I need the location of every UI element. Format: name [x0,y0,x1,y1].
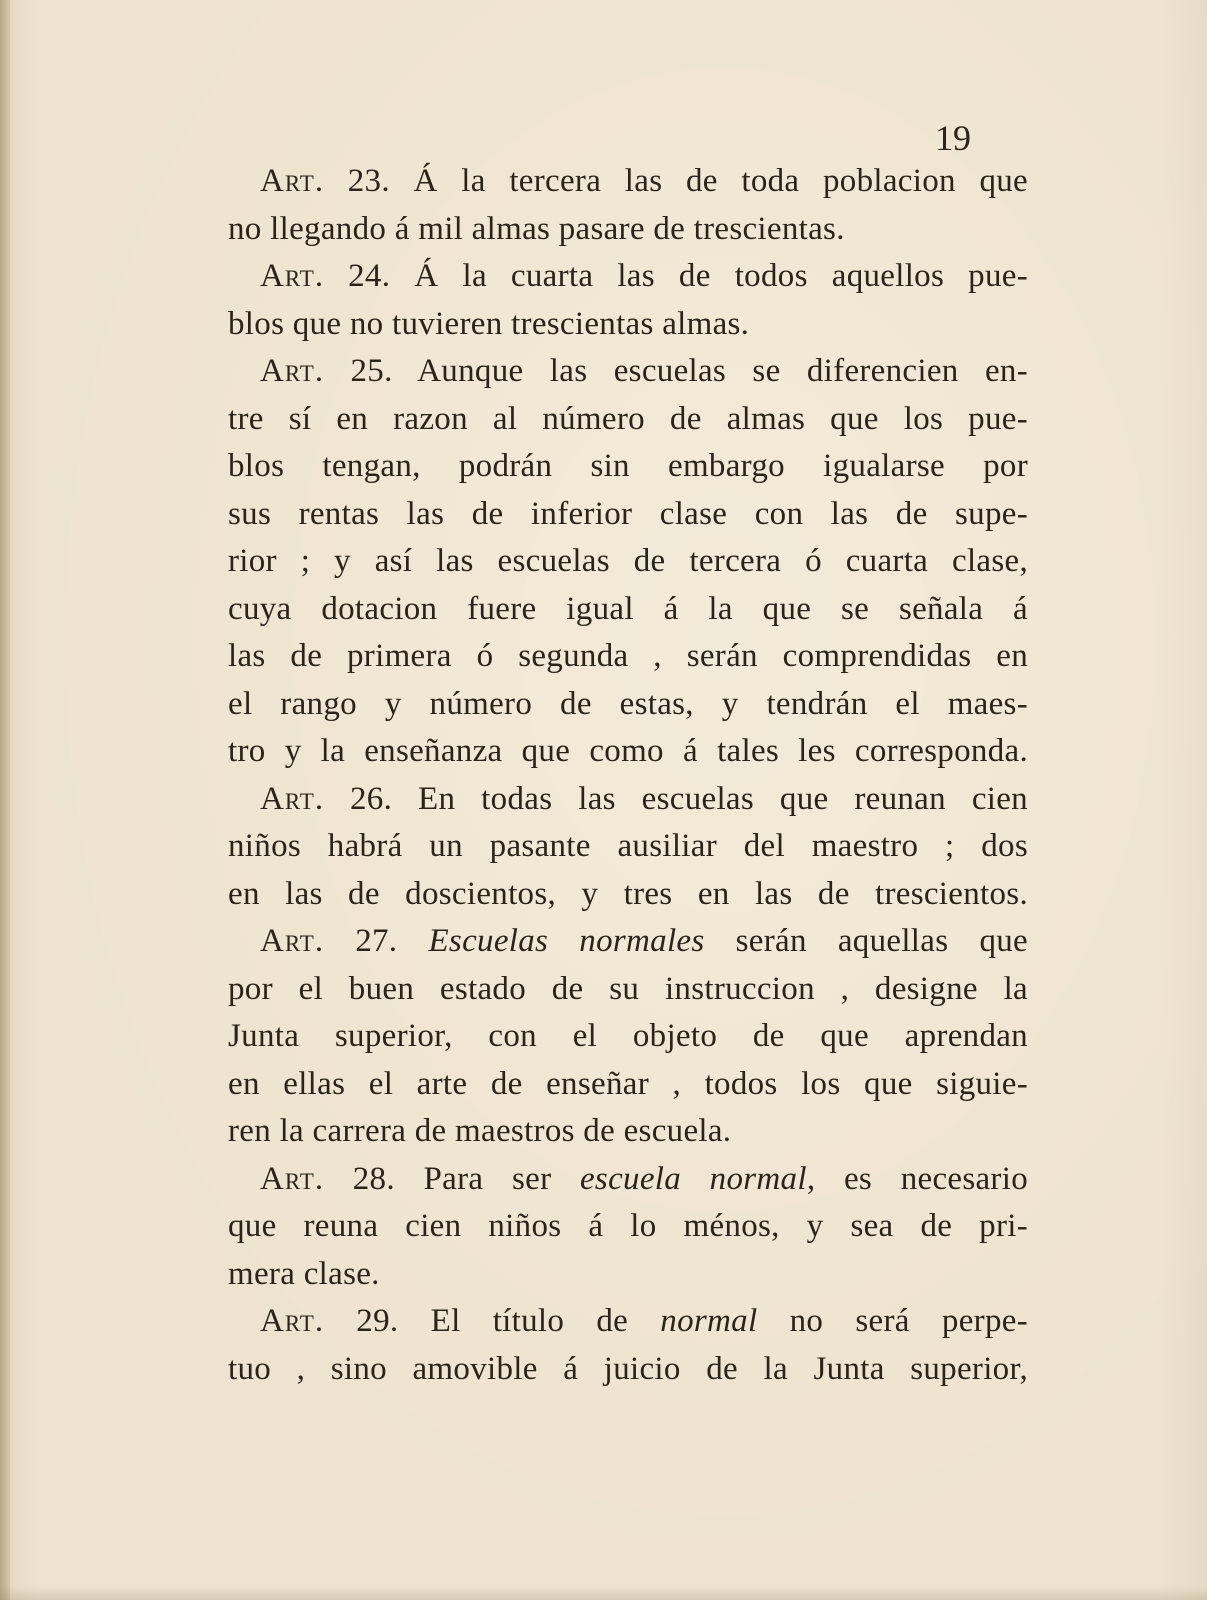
text-line: por el buen estado de su instruccion , designe la [228,970,1028,1007]
article-label: Art. [260,1303,325,1339]
text-line: cuya dotacion fuere igual á la que se señala á [228,590,1028,627]
text-line: tuo , sino amovible á juicio de la Junta superior, [228,1350,1028,1387]
page-number: 19 [935,118,971,158]
text-line: Art. 28. Para ser escuela normal, es necesario [260,1160,1028,1197]
body-text [228,158,1028,1393]
page-bottom-edge [0,1586,1207,1600]
text-line: en las de doscientos, y tres en las de trescientos. [228,875,1028,912]
article-number: 29. [356,1303,399,1339]
text-line: Art. 29. El título de normal no será perpe- [260,1303,1028,1339]
italic-term: Escuelas normales [428,923,705,959]
text-line: en ellas el arte de enseñar , todos los que siguie- [228,1065,1028,1102]
text-line: Art. 23. Á la tercera las de toda poblacion que [260,163,1028,199]
article-number: 26. [349,780,393,817]
text-line: sus rentas las de inferior clase con las de supe- [228,495,1028,532]
text-line: Art. 25. Aunque las escuelas se diferencien en- [260,353,1028,389]
text-line: las de primera ó segunda , serán comprendidas en [228,638,1028,674]
article-label: Art. [260,923,325,959]
text-line: ren la carrera de maestros de escuela. [228,1113,732,1149]
article-number: 24. [348,258,391,294]
text-line: Art. 27. Escuelas normales serán aquellas que [260,923,1028,959]
italic-term: escuela normal [579,1160,807,1197]
article-label: Art. [260,1160,325,1197]
article-label: Art. [260,258,325,294]
text-line: tro y la enseñanza que como á tales les corresponda. [228,733,1028,769]
text-line: que reuna cien niños á lo ménos, y sea de pri- [228,1208,1028,1244]
article-label: Art. [260,353,325,389]
text-line: mera clase. [228,1255,380,1292]
article-label: Art. [260,780,325,817]
article-label: Art. [260,163,325,199]
article-number: 25. [350,353,393,389]
text-line: niños habrá un pasante ausiliar del maestro ; dos [228,828,1028,864]
article-number: 23. [347,163,390,199]
article-number: 28. [352,1160,395,1197]
article-number: 27. [355,923,398,959]
text-line: Art. 24. Á la cuarta las de todos aquellos pue- [260,258,1028,294]
text-line: no llegando á mil almas pasare de trescientas. [228,210,845,247]
text-line: blos que no tuvieren trescientas almas. [228,305,750,342]
italic-term: normal [660,1303,758,1339]
text-line: Art. 26. En todas las escuelas que reunan cien [260,780,1028,817]
text-line: blos tengan, podrán sin embargo igualarse por [228,448,1028,484]
text-line: Junta superior, con el objeto de que aprendan [228,1018,1028,1054]
binding-edge [0,0,10,1600]
text-line: rior ; y así las escuelas de tercera ó cuarta clase, [228,543,1028,579]
text-line: tre sí en razon al número de almas que los pue- [228,400,1028,437]
text-line: el rango y número de estas, y tendrán el maes- [228,685,1028,722]
